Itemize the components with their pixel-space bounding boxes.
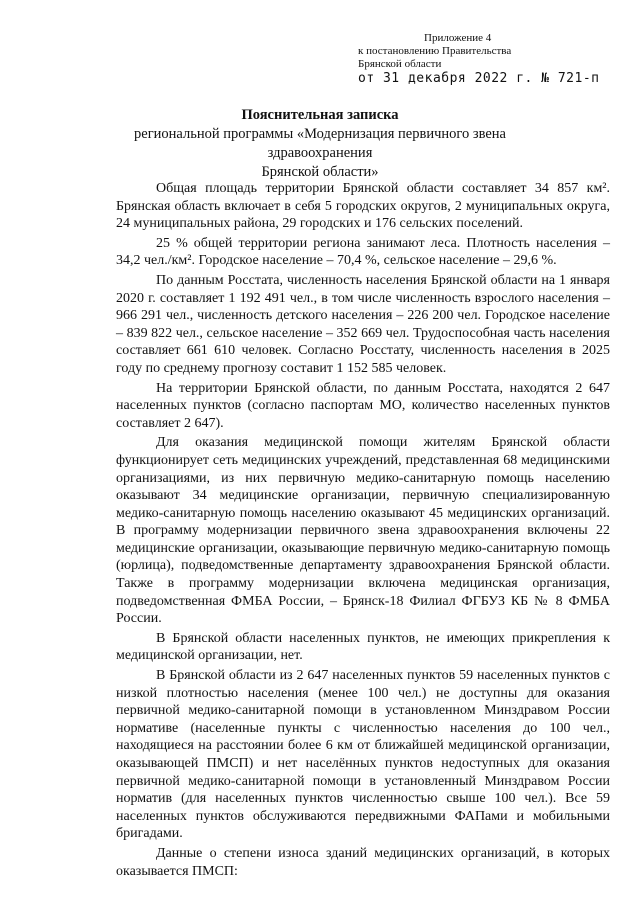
paragraph: Общая площадь территории Брянской области составляет 34 857 км². Брянская область включает в себя 5 городских округов, 2 муниципальных округа, 24 муниципальных района, 29 городских и 176 сельских поселений. bbox=[116, 181, 610, 232]
document-title bbox=[100, 106, 540, 182]
title-heading: Пояснительная записка bbox=[241, 107, 399, 123]
appendix-resolution: к постановлению Правительства bbox=[358, 45, 512, 57]
title-subtitle-2: Брянской области» bbox=[261, 164, 379, 180]
paragraph: 25 % общей территории региона занимают леса. Плотность населения – 34,2 чел./км². Городское население – 70,4 %, сельское население – 29,6 %. bbox=[116, 235, 610, 269]
document-body bbox=[116, 180, 610, 882]
appendix-block bbox=[358, 32, 628, 85]
appendix-region: Брянской области bbox=[358, 58, 442, 70]
title-subtitle-1: региональной программы «Модернизация первичного звена здравоохранения bbox=[134, 126, 506, 161]
paragraph: На территории Брянской области, по данным Росстата, находятся 2 647 населенных пунктов (согласно паспортам МО, количество населенных пунктов составляет 2 647). bbox=[116, 380, 610, 431]
paragraph: Для оказания медицинской помощи жителям Брянской области функционирует сеть медицинских учреждений, представленная 68 медицинскими организациями, из них первичную медико-санитарную помощь населению оказывают 34 медицинские организации, первичную специализированную медико-санитарную помощь населению оказывают 45 медицинских организаций. В программу модернизации первичного звена здравоохранения включены 22 медицинские организации, оказывающие первичную медико-санитарную помощь (юрлица), подведомственные департаменту здравоохранения Брянской области. Также в программу модернизации включена медицинская организация, подведомственная ФМБА России, – Брянск-18 Филиал ФГБУЗ КБ № 8 ФМБА России. bbox=[116, 435, 610, 627]
paragraph: Данные о степени износа зданий медицинских организаций, в которых оказывается ПМСП: bbox=[116, 845, 610, 879]
paragraph: В Брянской области из 2 647 населенных пунктов 59 населенных пунктов с низкой плотностью населения (менее 100 чел.) не доступны для оказания первичной медико-санитарной помощи в установленном Минздравом России нормативе (населенные пункты с численностью населения до 100 чел., находящиеся на расстоянии более 6 км от ближайшей медицинской организации, оказывающей ПМСП) и нет населённых пунктов недоступных для оказания первичной медико-санитарной помощи в установленный Минздравом России норматив (для населенных пунктов численностью свыше 100 чел.). Все 59 населенных пунктов обслуживаются передвижными ФАПами и мобильными бригадами. bbox=[116, 668, 610, 842]
date-stamp: от 31 декабря 2022 г. № 721-п bbox=[358, 71, 600, 86]
appendix-number: Приложение 4 bbox=[424, 32, 492, 44]
paragraph: В Брянской области населенных пунктов, не имеющих прикрепления к медицинской организации, нет. bbox=[116, 630, 610, 664]
paragraph: По данным Росстата, численность населения Брянской области на 1 января 2020 г. составляет 1 192 491 чел., в том числе численность взрослого населения – 966 291 чел., численность детского населения – 226 200 чел. Городское население – 839 822 чел., сельское население – 352 669 чел. Трудоспособная часть населения составляет 661 610 человек. Согласно Росстату, численность населения в 2025 году по среднему прогнозу составит 1 152 585 человек. bbox=[116, 272, 610, 376]
